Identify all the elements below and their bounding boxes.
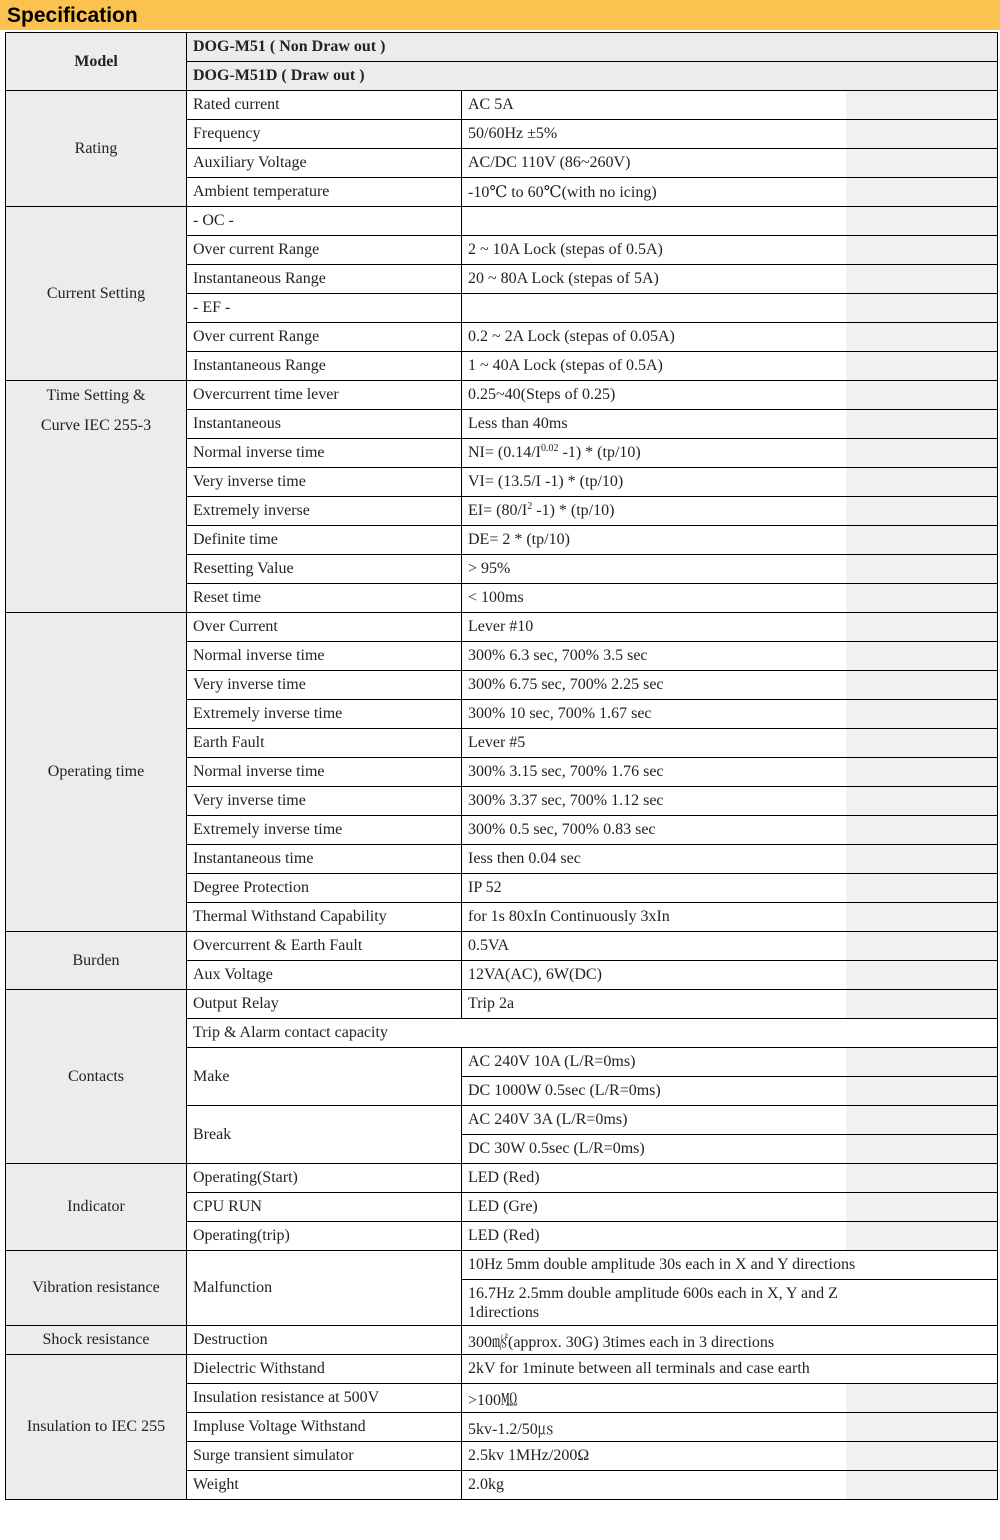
spec-label: Normal inverse time [187, 439, 462, 468]
formula-exponent: 0.02 [541, 443, 559, 454]
blank-cell [846, 961, 998, 990]
table-row [6, 207, 998, 236]
category-current-setting: Current Setting [6, 207, 187, 381]
spec-label: Normal inverse time [187, 642, 462, 671]
blank-cell [846, 1471, 998, 1500]
blank-cell [846, 91, 998, 120]
blank-cell [846, 555, 998, 584]
spec-label: Ambient temperature [187, 178, 462, 207]
spec-label: Rated current [187, 91, 462, 120]
spec-label: Malfunction [187, 1251, 462, 1326]
table-row [6, 1355, 998, 1384]
spec-value: 5kv-1.2/50㎲ [462, 1413, 846, 1442]
table-row [6, 1164, 998, 1193]
blank-cell [846, 497, 998, 526]
spec-value: 2.0kg [462, 1471, 846, 1500]
spec-value [462, 439, 846, 468]
spec-value-text: 16.7Hz 2.5mm double amplitude 600s each in X, Y and Z 1directions [468, 1285, 838, 1321]
spec-value: IP 52 [462, 874, 846, 903]
spec-label: Extremely inverse time [187, 700, 462, 729]
spec-value: 0.2 ~ 2A Lock (stepas of 0.05A) [462, 323, 846, 352]
category-rating: Rating [6, 91, 187, 207]
formula-part: -1) * (tp/10) [558, 444, 641, 461]
spec-label: Weight [187, 1471, 462, 1500]
spec-value: 300% 10 sec, 700% 1.67 sec [462, 700, 846, 729]
spec-value: for 1s 80xIn Continuously 3xIn [462, 903, 846, 932]
spec-value: DE= 2 * (tp/10) [462, 526, 846, 555]
spec-label: Overcurrent time lever [187, 381, 462, 410]
spec-value: AC 240V 3A (L/R=0ms) [462, 1106, 846, 1135]
blank-cell [846, 149, 998, 178]
blank-cell [846, 178, 998, 207]
blank-cell [846, 1384, 998, 1413]
blank-cell [846, 236, 998, 265]
spec-label: Trip & Alarm contact capacity [187, 1019, 998, 1048]
blank-cell [846, 439, 998, 468]
spec-label: Auxiliary Voltage [187, 149, 462, 178]
category-insulation: Insulation to IEC 255 [6, 1355, 187, 1500]
blank-cell [846, 1048, 998, 1077]
spec-value: 2.5kv 1MHz/200Ω [462, 1442, 846, 1471]
category-operating-time: Operating time [6, 613, 187, 932]
spec-value: DC 30W 0.5sec (L/R=0ms) [462, 1135, 846, 1164]
table-row [6, 91, 998, 120]
spec-label: Normal inverse time [187, 758, 462, 787]
blank-cell [846, 671, 998, 700]
spec-label: Over current Range [187, 236, 462, 265]
blank-cell [846, 729, 998, 758]
blank-cell [846, 700, 998, 729]
spec-value [462, 207, 846, 236]
spec-value: -10℃ to 60℃(with no icing) [462, 178, 846, 207]
formula-part: NI= (0.14/I [468, 444, 542, 461]
table-row [6, 381, 998, 410]
blank-cell [846, 1193, 998, 1222]
spec-label: Overcurrent & Earth Fault [187, 932, 462, 961]
blank-cell [846, 1164, 998, 1193]
spec-label: Surge transient simulator [187, 1442, 462, 1471]
spec-value: < 100ms [462, 584, 846, 613]
blank-cell [846, 323, 998, 352]
spec-label: Instantaneous Range [187, 352, 462, 381]
blank-cell [846, 1442, 998, 1471]
spec-value: AC/DC 110V (86~260V) [462, 149, 846, 178]
spec-value: 50/60Hz ±5% [462, 120, 846, 149]
blank-cell [846, 410, 998, 439]
formula-exponent: 2 [527, 501, 533, 512]
blank-cell [846, 120, 998, 149]
category-time-setting [6, 381, 187, 613]
spec-value: AC 5A [462, 91, 846, 120]
blank-cell [846, 265, 998, 294]
blank-cell [846, 468, 998, 497]
spec-label: Destruction [187, 1326, 462, 1355]
category-burden: Burden [6, 932, 187, 990]
page-title: Specification [0, 0, 1000, 30]
spec-label: Resetting Value [187, 555, 462, 584]
spec-label: Thermal Withstand Capability [187, 903, 462, 932]
spec-value: LED (Red) [462, 1164, 846, 1193]
spec-label: Impluse Voltage Withstand [187, 1413, 462, 1442]
spec-label: Output Relay [187, 990, 462, 1019]
spec-label: Over current Range [187, 323, 462, 352]
model-variant: DOG-M51 ( Non Draw out ) [187, 33, 998, 62]
spec-value: > 95% [462, 555, 846, 584]
spec-value: 12VA(AC), 6W(DC) [462, 961, 846, 990]
formula-part: -1) * (tp/10) [532, 502, 615, 519]
blank-cell [846, 816, 998, 845]
spec-label: Reset time [187, 584, 462, 613]
spec-label: Make [187, 1048, 462, 1106]
model-label: Model [6, 33, 187, 91]
spec-value: Iess then 0.04 sec [462, 845, 846, 874]
blank-cell [846, 874, 998, 903]
blank-cell [846, 845, 998, 874]
spec-label: Frequency [187, 120, 462, 149]
spec-label: Very inverse time [187, 787, 462, 816]
spec-value: 0.5VA [462, 932, 846, 961]
spec-value: 20 ~ 80A Lock (stepas of 5A) [462, 265, 846, 294]
blank-cell [846, 932, 998, 961]
spec-label: Aux Voltage [187, 961, 462, 990]
spec-value: Lever #5 [462, 729, 846, 758]
spec-label: Extremely inverse [187, 497, 462, 526]
spec-value: AC 240V 10A (L/R=0ms) [462, 1048, 846, 1077]
spec-value: 300% 3.37 sec, 700% 1.12 sec [462, 787, 846, 816]
spec-value: LED (Red) [462, 1222, 846, 1251]
spec-value: 1 ~ 40A Lock (stepas of 0.5A) [462, 352, 846, 381]
spec-label: Dielectric Withstand [187, 1355, 462, 1384]
table-row [6, 613, 998, 642]
spec-value: >100㏁ [462, 1384, 846, 1413]
blank-cell [846, 526, 998, 555]
spec-label: Degree Protection [187, 874, 462, 903]
category-contacts: Contacts [6, 990, 187, 1164]
blank-cell [846, 903, 998, 932]
spec-value: 300% 3.15 sec, 700% 1.76 sec [462, 758, 846, 787]
spec-label: Instantaneous Range [187, 265, 462, 294]
category-shock: Shock resistance [6, 1326, 187, 1355]
blank-cell [846, 584, 998, 613]
category-indicator: Indicator [6, 1164, 187, 1251]
blank-cell [846, 381, 998, 410]
blank-cell [846, 352, 998, 381]
model-variant: DOG-M51D ( Draw out ) [187, 62, 998, 91]
formula-part: EI= (80/I [468, 502, 528, 519]
blank-cell [846, 1077, 998, 1106]
blank-cell [846, 1135, 998, 1164]
blank-cell [846, 1222, 998, 1251]
spec-value [462, 294, 846, 323]
spec-label: Instantaneous time [187, 845, 462, 874]
spec-value [462, 497, 846, 526]
spec-label: Break [187, 1106, 462, 1164]
spec-value: Lever #10 [462, 613, 846, 642]
spec-label: CPU RUN [187, 1193, 462, 1222]
spec-label: Over Current [187, 613, 462, 642]
spec-value: 10Hz 5mm double amplitude 30s each in X and Y directions [462, 1251, 998, 1280]
table-row [6, 1326, 998, 1355]
spec-value: DC 1000W 0.5sec (L/R=0ms) [462, 1077, 846, 1106]
spec-label: Very inverse time [187, 671, 462, 700]
blank-cell [846, 613, 998, 642]
spec-label: - OC - [187, 207, 462, 236]
table-row [6, 990, 998, 1019]
table-row [6, 932, 998, 961]
blank-cell [846, 642, 998, 671]
spec-label: Operating(Start) [187, 1164, 462, 1193]
blank-cell [846, 758, 998, 787]
blank-cell [846, 1106, 998, 1135]
spec-value: Less than 40ms [462, 410, 846, 439]
spec-value: 0.25~40(Steps of 0.25) [462, 381, 846, 410]
category-line: Curve IEC 255-3 [40, 417, 152, 434]
spec-value: 300% 6.75 sec, 700% 2.25 sec [462, 671, 846, 700]
spec-value: VI= (13.5/I -1) * (tp/10) [462, 468, 846, 497]
blank-cell [846, 294, 998, 323]
spec-value [462, 1280, 998, 1326]
blank-cell [846, 207, 998, 236]
spec-value: 300㎨(approx. 30G) 3times each in 3 directions [462, 1326, 998, 1355]
spec-value: 300% 0.5 sec, 700% 0.83 sec [462, 816, 846, 845]
table-row [6, 1251, 998, 1280]
spec-label: - EF - [187, 294, 462, 323]
spec-label: Definite time [187, 526, 462, 555]
spec-label: Very inverse time [187, 468, 462, 497]
category-line: Time Setting & [46, 387, 146, 404]
spec-value: 2kV for 1minute between all terminals and case earth [462, 1355, 998, 1384]
spec-label: Extremely inverse time [187, 816, 462, 845]
specification-table [5, 32, 998, 1500]
spec-value: Trip 2a [462, 990, 846, 1019]
spec-label: Instantaneous [187, 410, 462, 439]
spec-value: 2 ~ 10A Lock (stepas of 0.5A) [462, 236, 846, 265]
blank-cell [846, 787, 998, 816]
category-vibration: Vibration resistance [6, 1251, 187, 1326]
blank-cell [846, 990, 998, 1019]
table-row [6, 33, 998, 62]
blank-cell [846, 1413, 998, 1442]
spec-label: Earth Fault [187, 729, 462, 758]
spec-label: Operating(trip) [187, 1222, 462, 1251]
spec-value: 300% 6.3 sec, 700% 3.5 sec [462, 642, 846, 671]
spec-value: LED (Gre) [462, 1193, 846, 1222]
spec-label: Insulation resistance at 500V [187, 1384, 462, 1413]
